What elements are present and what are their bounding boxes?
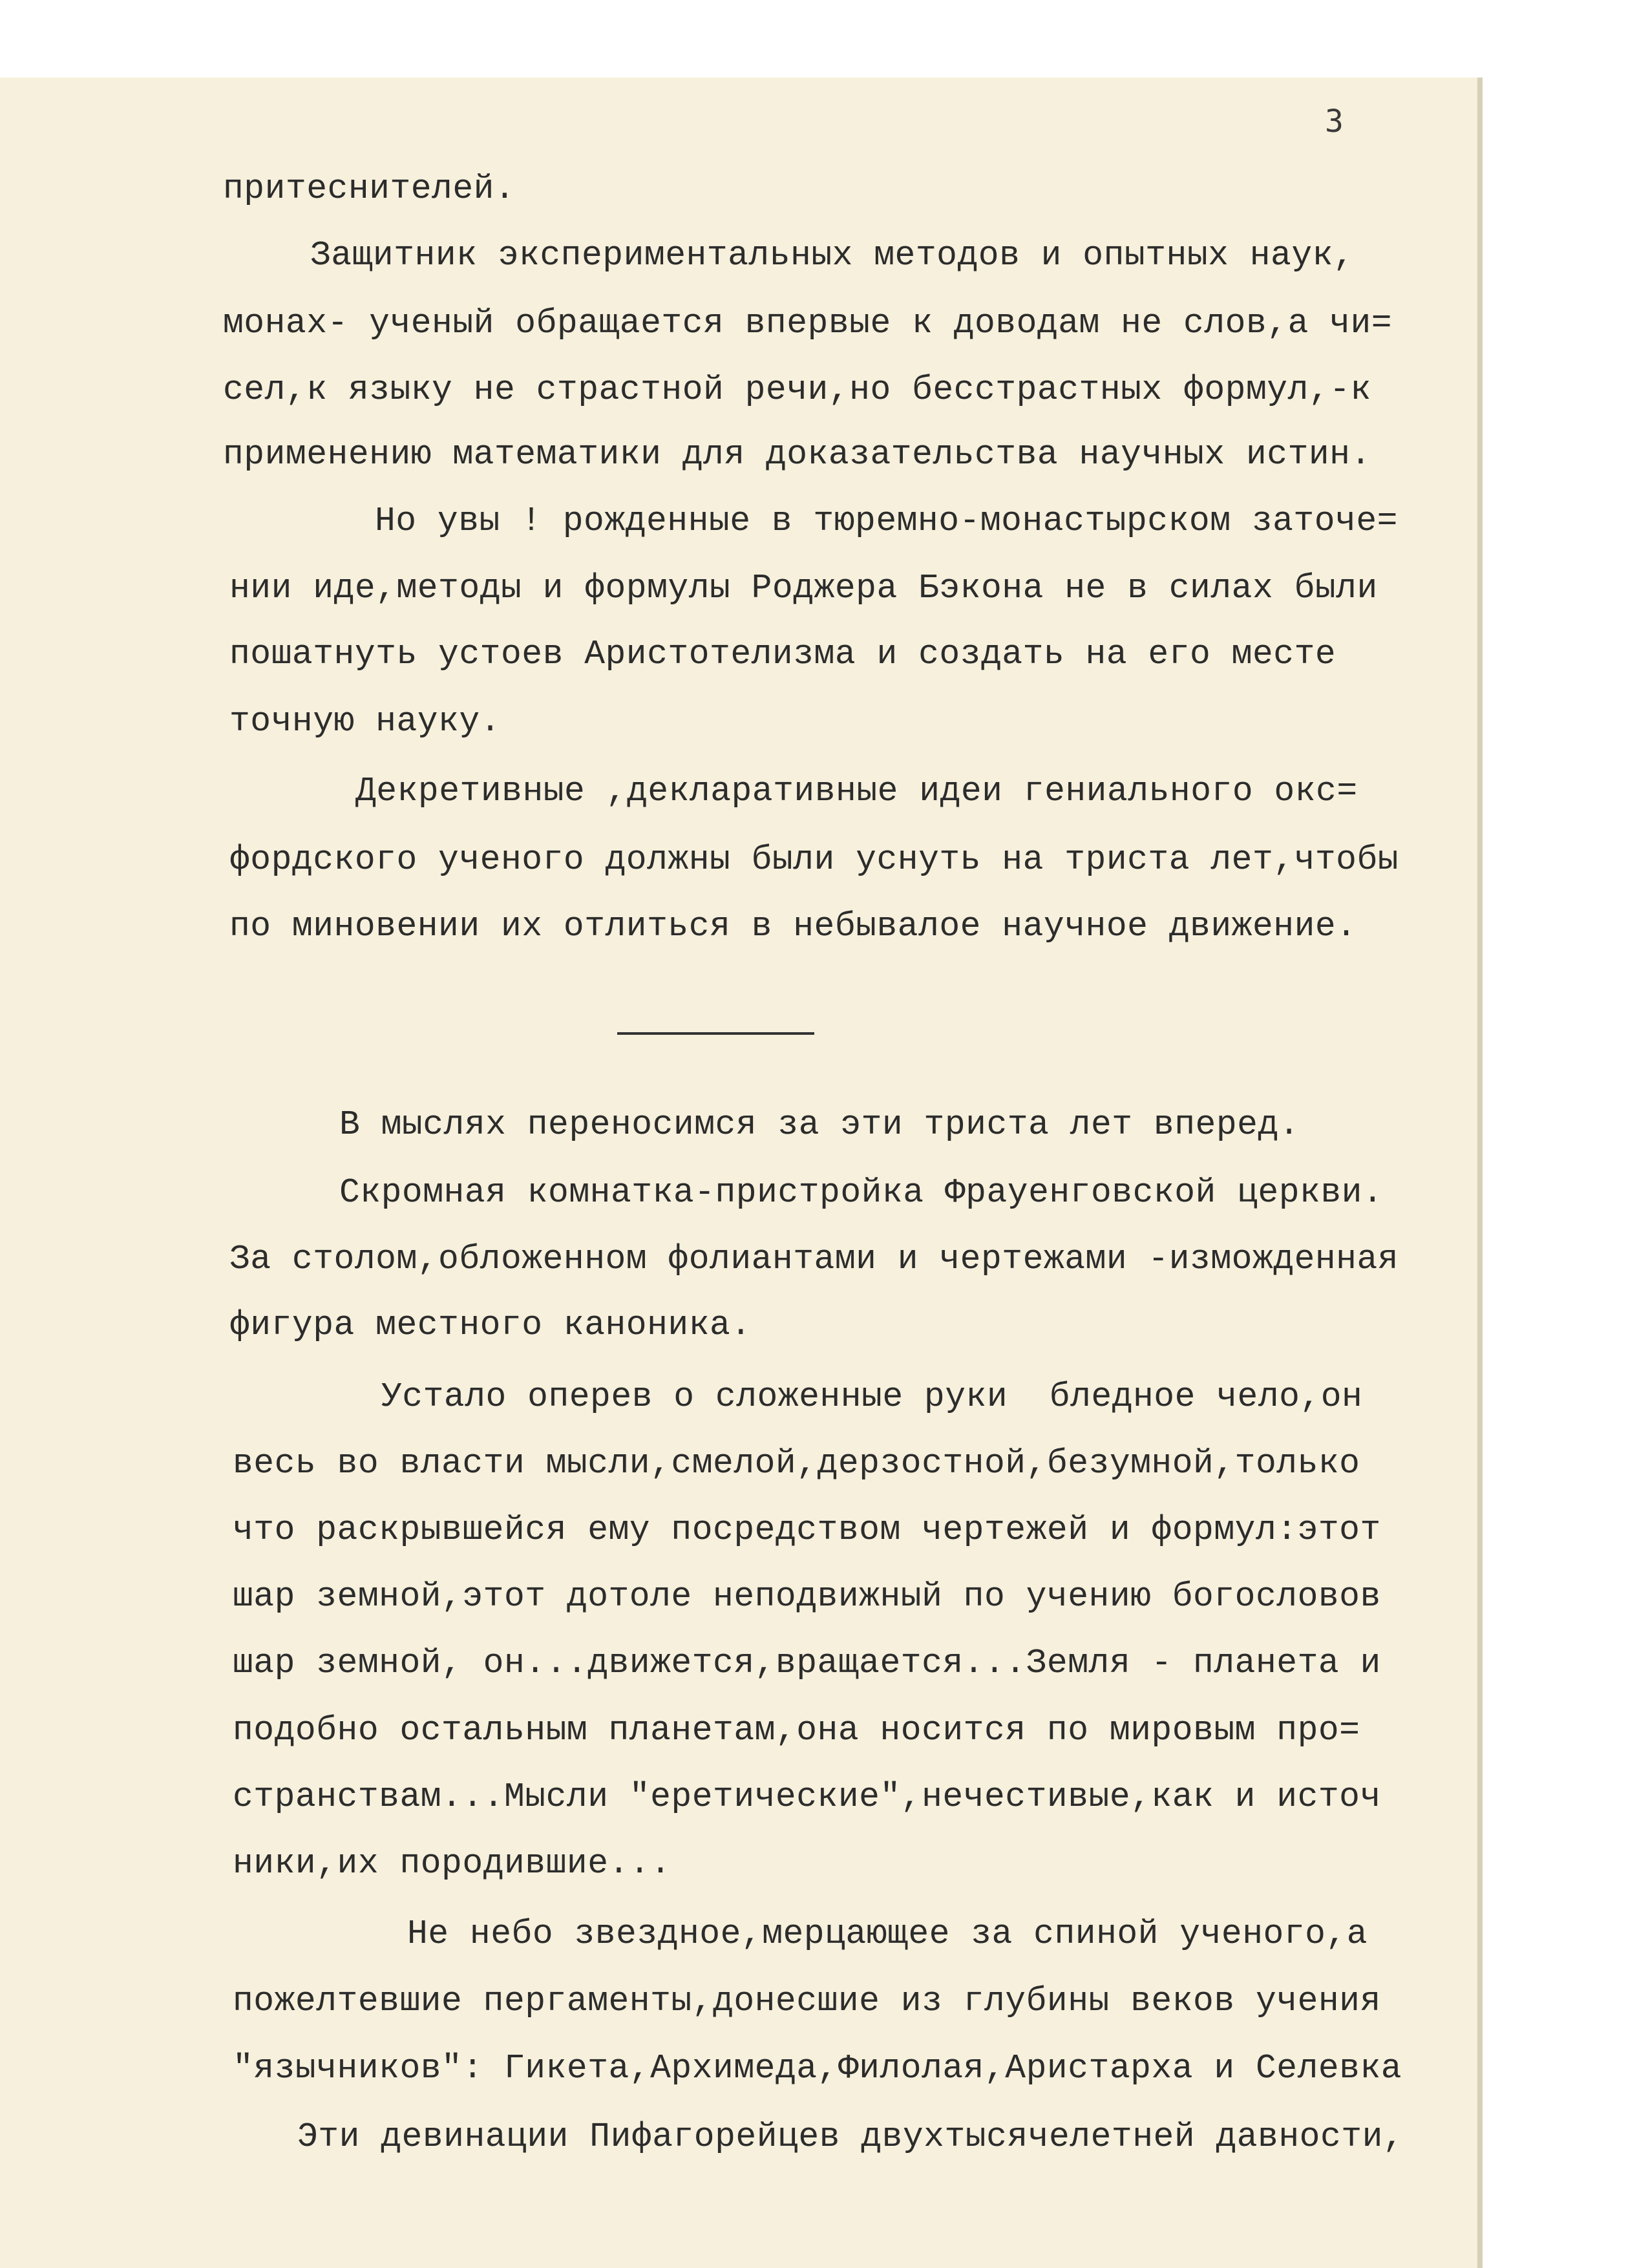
text-line: странствам...Мысли "еретические",нечестивые,как и источ — [233, 1777, 1381, 1816]
text-line: что раскрывшейся ему посредством чертежей и формул:этот — [233, 1510, 1381, 1549]
text-line: пожелтевшие пергаменты,донесшие из глубины веков учения — [233, 1982, 1381, 2020]
text-line: весь во власти мысли,смелой,дерзостной,безумной,только — [233, 1444, 1360, 1483]
text-line: фордского ученого должны были уснуть на триста лет,чтобы — [229, 840, 1399, 879]
text-line: подобно остальным планетам,она носится по мировым про= — [233, 1711, 1360, 1750]
text-line: точную науку. — [229, 702, 501, 741]
text-line: пошатнуть устоев Аристотелизма и создать на его месте — [229, 635, 1336, 673]
text-line: Эти девинации Пифагорейцев двухтысячелетней давности, — [297, 2117, 1404, 2156]
text-line: применению математики для доказательства научных истин. — [223, 435, 1371, 474]
text-line: Скромная комнатка-пристройка Фрауенговской церкви. — [339, 1173, 1384, 1212]
text-line: монах- ученый обращается впервые к доводам не слов,а чи= — [223, 304, 1393, 343]
text-line: шар земной,этот дотоле неподвижный по учению богословов — [233, 1577, 1381, 1616]
text-line: шар земной, он...движется,вращается...Земля - планета и — [233, 1644, 1381, 1682]
text-line: За столом,обложенном фолиантами и чертежами -изможденная — [229, 1240, 1399, 1278]
text-line: притеснителей. — [223, 169, 516, 208]
text-line: нии иде,методы и формулы Роджера Бэкона не в силах были — [229, 569, 1378, 608]
text-line: Декретивные ,декларативные идеи гениального окс= — [355, 772, 1358, 811]
text-line: Устало оперев о сложенные руки бледное чело,он — [381, 1377, 1363, 1416]
paper-edge — [1477, 78, 1483, 2268]
page-number: 3 — [1325, 103, 1344, 140]
text-line: ники,их породившие... — [233, 1844, 671, 1883]
text-line: по миновении их отлиться в небывалое научное движение. — [229, 907, 1357, 946]
text-line: Но увы ! рожденные в тюремно-монастырском заточе= — [375, 502, 1398, 540]
text-line: Не небо звездное,мерцающее за спиной ученого,а — [407, 1914, 1368, 1953]
text-line: В мыслях переносимся за эти триста лет вперед. — [339, 1105, 1300, 1144]
text-line: Защитник экспериментальных методов и опытных наук, — [310, 236, 1355, 275]
section-divider — [617, 1032, 814, 1035]
text-line: фигура местного каноника. — [229, 1306, 752, 1344]
text-line: "язычников": Гикета,Архимеда,Филолая,Аристарха и Селевка — [233, 2049, 1402, 2088]
text-line: сел,к языку не страстной речи,но бесстрастных формул,-к — [223, 370, 1371, 409]
